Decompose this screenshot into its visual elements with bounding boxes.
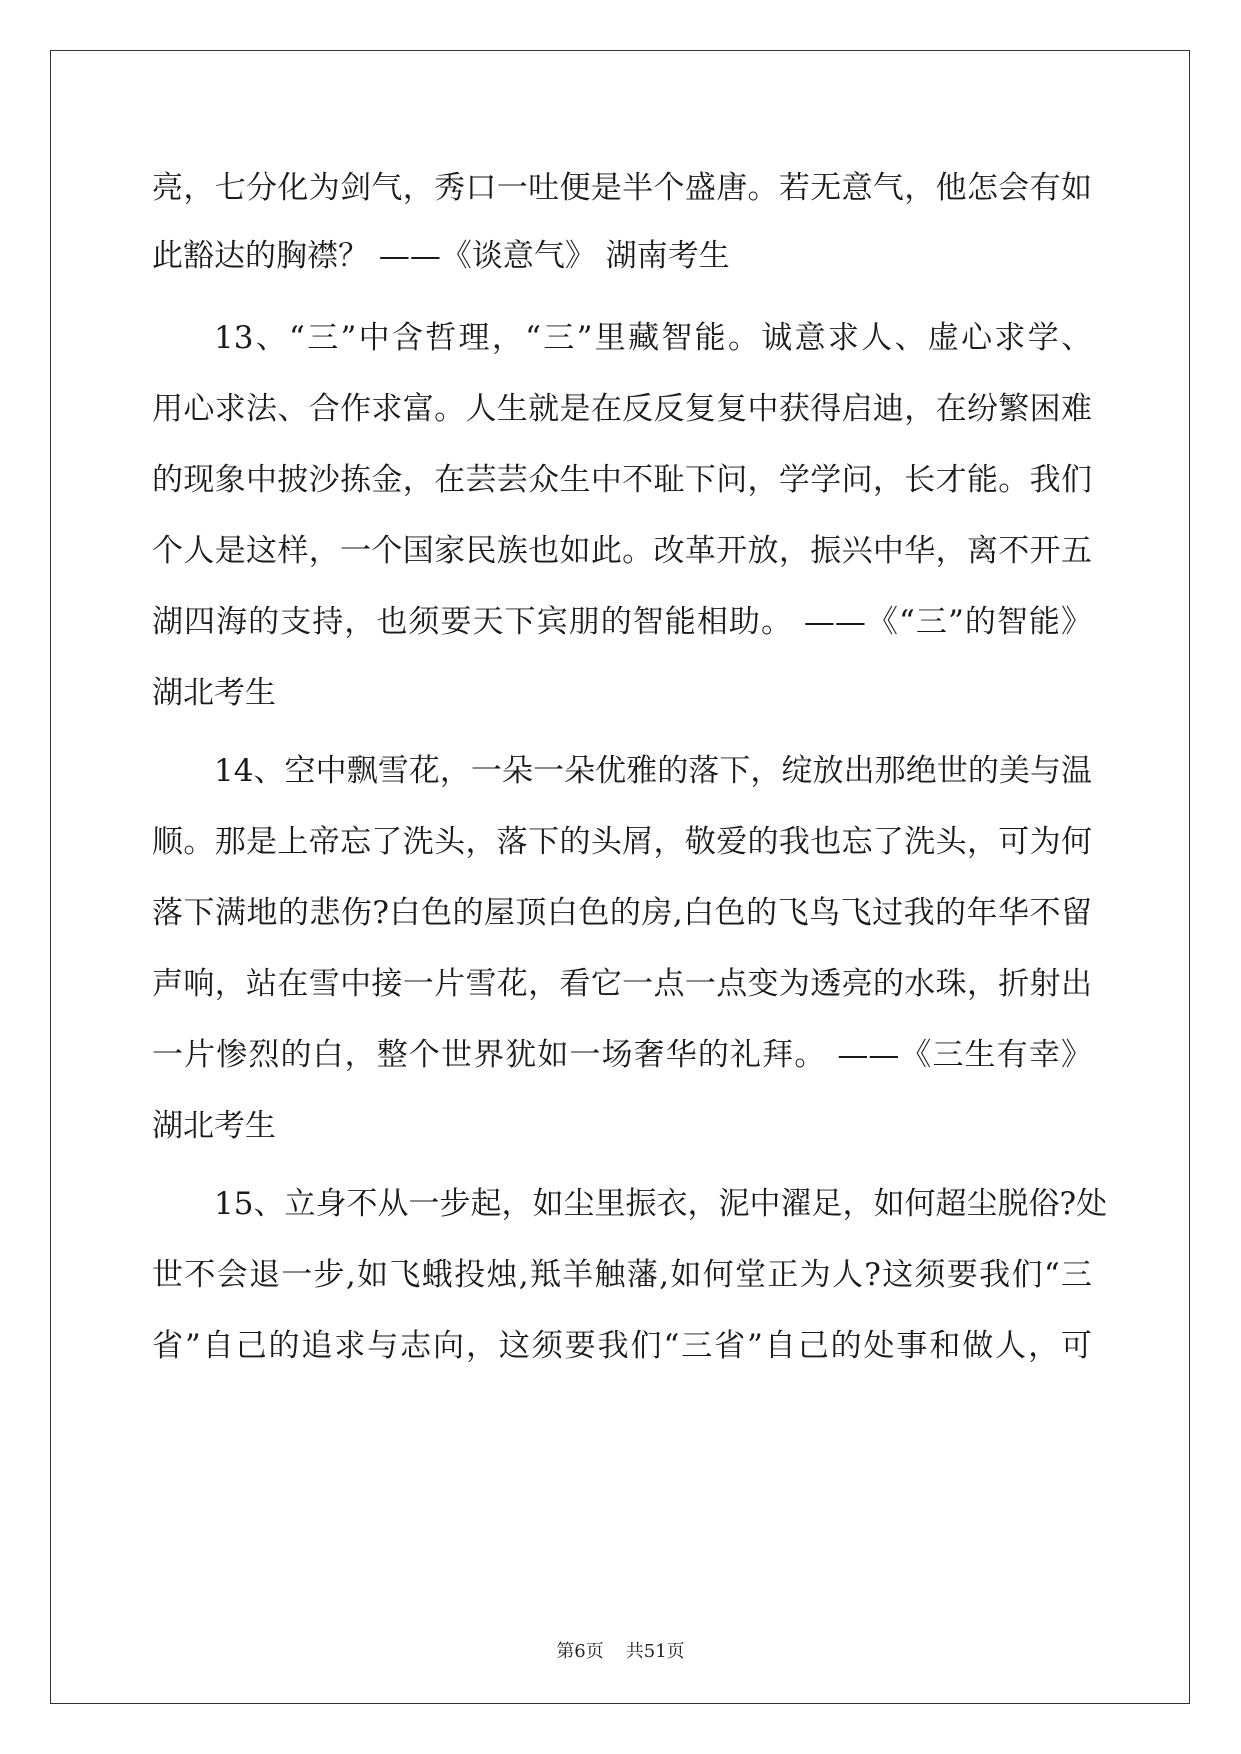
- text-line: 一片惨烈的白，整个世界犹如一场奢华的礼拜。 ——《三生有幸》: [152, 1037, 1092, 1073]
- text-line: 此豁达的胸襟？ ——《谈意气》 湖南考生: [152, 238, 730, 274]
- text-line: 亮，七分化为剑气，秀口一吐便是半个盛唐。若无意气，他怎会有如: [152, 170, 1092, 206]
- paragraph-14-start: 14、空中飘雪花，一朵一朵优雅的落下，绽放出那绝世的美与温: [214, 753, 1092, 789]
- page-total: 共51页: [625, 1641, 685, 1662]
- text-line: 的现象中披沙拣金，在芸芸众生中不耻下问，学学问，长才能。我们: [152, 462, 1092, 498]
- page-border: [50, 50, 1190, 1704]
- text-line: 湖北考生: [152, 1108, 276, 1144]
- paragraph-15-start: 15、立身不从一步起，如尘里振衣，泥中濯足，如何超尘脱俗?处: [214, 1186, 1108, 1222]
- text-line: 湖四海的支持，也须要天下宾朋的智能相助。 ——《“三”的智能》: [152, 604, 1092, 640]
- text-line: 用心求法、合作求富。人生就是在反反复复中获得启迪，在纷繁困难: [152, 391, 1092, 427]
- page-footer: [0, 1640, 1241, 1664]
- text-line: 个人是这样，一个国家民族也如此。改革开放，振兴中华，离不开五: [152, 533, 1092, 569]
- text-line: 世不会退一步,如飞蛾投烛,羝羊触藩,如何堂正为人?这须要我们“三: [152, 1257, 1092, 1293]
- text-line: 声响，站在雪中接一片雪花，看它一点一点变为透亮的水珠，折射出: [152, 966, 1092, 1002]
- text-line: 湖北考生: [152, 675, 276, 711]
- text-line: 顺。那是上帝忘了洗头，落下的头屑，敬爱的我也忘了洗头，可为何: [152, 824, 1092, 860]
- text-line: 落下满地的悲伤?白色的屋顶白色的房,白色的飞鸟飞过我的年华不留: [152, 895, 1092, 931]
- text-line: 省”自己的追求与志向，这须要我们“三省”自己的处事和做人，可: [152, 1328, 1092, 1364]
- page-number: 第6页: [556, 1641, 604, 1662]
- paragraph-13-start: 13、“三”中含哲理，“三”里藏智能。诚意求人、虚心求学、: [214, 320, 1092, 356]
